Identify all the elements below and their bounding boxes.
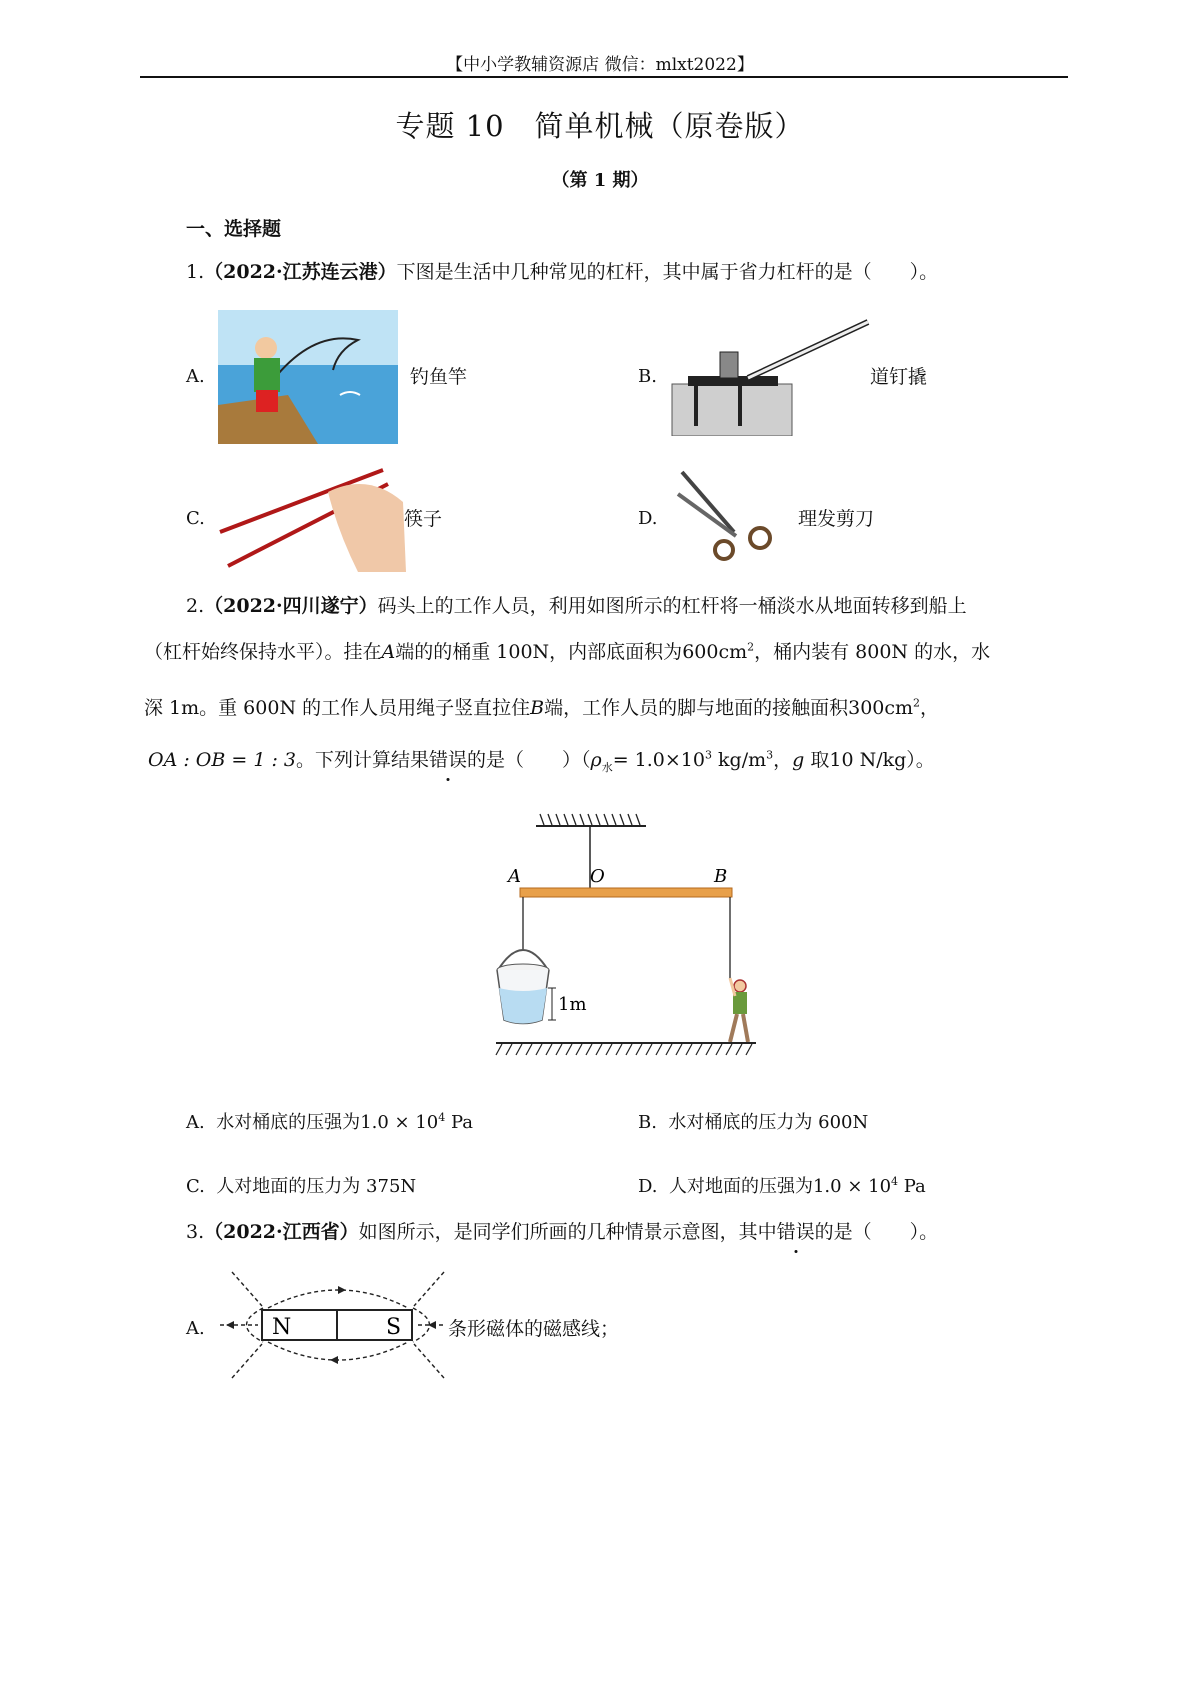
point-b-label: B <box>714 866 728 887</box>
text: ）。 <box>906 749 935 771</box>
depth-label: 1m <box>558 994 587 1015</box>
question-source: （2022·江苏连云港） <box>204 261 397 283</box>
density-symbol: ρ <box>590 749 602 771</box>
density-unit: kg/m <box>711 749 767 771</box>
option-letter: C. <box>186 1176 205 1197</box>
text: 深 1m。重 600N 的工作人员用绳子竖直拉住 <box>144 697 531 719</box>
question-source: （2022·江西省） <box>204 1221 359 1243</box>
question-2-stem-line-1 <box>186 594 967 619</box>
option-math: 1.0 × 10 <box>812 1176 892 1197</box>
emphasis-text: 错误 <box>776 1221 815 1243</box>
spike-lever-image <box>668 316 878 436</box>
option-label: 筷子 <box>404 508 443 530</box>
fishing-rod-image <box>218 310 398 444</box>
water-bucket <box>497 950 549 1024</box>
area-value: 600cm <box>682 641 748 663</box>
header-rule <box>140 76 1068 78</box>
text: ，桶内装有 800N 的水，水 <box>754 641 991 663</box>
gravity-symbol: g <box>792 749 805 771</box>
pivot-o-label: O <box>590 866 605 887</box>
worker-figure <box>730 978 748 1042</box>
chopsticks-image <box>218 462 408 572</box>
density-value: = 1.0×10 <box>612 749 705 771</box>
question-text: 下图是生活中几种常见的杠杆，其中属于省力杠杆的是（ ）。 <box>396 261 939 283</box>
option-letter: A. <box>186 1112 205 1133</box>
emphasis-text: 错误 <box>429 749 468 771</box>
option-label: 条形磁体的磁感线； <box>448 1318 620 1340</box>
ceiling-hatch <box>540 814 640 825</box>
exponent: 3 <box>766 748 774 762</box>
question-2-stem-line-4 <box>148 748 935 775</box>
area-value: 300cm <box>848 697 914 719</box>
bar-magnet-figure <box>218 1270 448 1380</box>
density-subscript: 水 <box>601 760 613 774</box>
option-text: 水对桶底的压力为 600N <box>668 1112 869 1133</box>
exponent: 4 <box>891 1175 899 1188</box>
option-label: 钓鱼竿 <box>410 366 468 388</box>
issue-subtitle: （第 1 期） <box>551 170 649 191</box>
ratio-formula: OA : OB = 1 : 3 <box>148 749 296 771</box>
text: ， <box>773 749 793 771</box>
option-letter: D. <box>638 508 658 529</box>
exponent: 4 <box>438 1111 446 1124</box>
point-a-symbol: A <box>381 641 396 663</box>
ground-hatch <box>496 1044 752 1055</box>
question-text: 的是（ ）。 <box>814 1221 939 1243</box>
south-pole-label: S <box>386 1315 402 1340</box>
question-text: 码头上的工作人员，利用如图所示的杠杆将一桶淡水从地面转移到船上 <box>377 595 967 617</box>
option-letter: C. <box>186 508 205 529</box>
question-number: 2. <box>186 595 205 617</box>
option-letter: A. <box>186 1318 205 1339</box>
option-label: 理发剪刀 <box>798 508 875 530</box>
question-number: 1. <box>186 261 205 283</box>
text: 端的的桶重 100N，内部底面积为 <box>395 641 683 663</box>
option-unit: Pa <box>898 1176 926 1197</box>
question-number: 3. <box>186 1221 205 1243</box>
lever-bar <box>520 888 732 897</box>
question-2-option-d <box>638 1172 926 1198</box>
option-unit: Pa <box>445 1112 474 1133</box>
option-letter: A. <box>186 366 205 387</box>
section-heading: 一、选择题 <box>186 218 282 240</box>
question-2-option-b <box>638 1108 868 1134</box>
point-b-symbol: B <box>530 697 545 719</box>
option-letter: D. <box>638 1176 658 1197</box>
option-letter: B. <box>638 1112 657 1133</box>
text: 。下列计算结果 <box>295 749 429 771</box>
option-text: 人对地面的压强为 <box>668 1176 813 1197</box>
question-2-stem-line-2: （杠杆始终保持水平）。挂在A端的的桶重 100N，内部底面积为$600cm^2$，桶内装有 800N 的水，水 <box>144 640 991 663</box>
north-pole-label: N <box>272 1315 292 1340</box>
question-2-option-c <box>186 1172 416 1198</box>
question-3-stem <box>186 1220 938 1245</box>
question-1-stem <box>186 260 938 285</box>
question-2-option-a <box>186 1108 473 1134</box>
point-a-label: A <box>508 866 521 887</box>
page-title: 专题 10 简单机械（原卷版） <box>395 109 805 143</box>
lever-figure <box>486 810 766 1075</box>
text: 端，工作人员的脚与地面的接触面积 <box>544 697 849 719</box>
scissors-image <box>676 470 786 562</box>
gravity-value: 10 N/kg <box>829 749 907 771</box>
text: 取 <box>804 749 830 771</box>
question-2-stem-line-3: 深 1m。重 600N 的工作人员用绳子竖直拉住B端，工作人员的脚与地面的接触面积$300cm^2$， <box>144 696 940 719</box>
question-source: （2022·四川遂宁） <box>204 595 378 617</box>
text: ， <box>920 697 940 719</box>
question-text: 如图所示，是同学们所画的几种情景示意图，其中 <box>358 1221 777 1243</box>
option-math: 1.0 × 10 <box>360 1112 439 1133</box>
option-letter: B. <box>638 366 657 387</box>
option-text: 水对桶底的压强为 <box>216 1112 361 1133</box>
text: 的是（ ）（ <box>467 749 591 771</box>
option-text: 人对地面的压力为 375N <box>216 1176 417 1197</box>
option-label: 道钉撬 <box>870 366 928 388</box>
page-header: 【中小学教辅资源店 微信：mlxt2022】 <box>446 55 754 75</box>
text: （杠杆始终保持水平）。挂在 <box>144 641 382 663</box>
exponent: 3 <box>704 748 712 762</box>
